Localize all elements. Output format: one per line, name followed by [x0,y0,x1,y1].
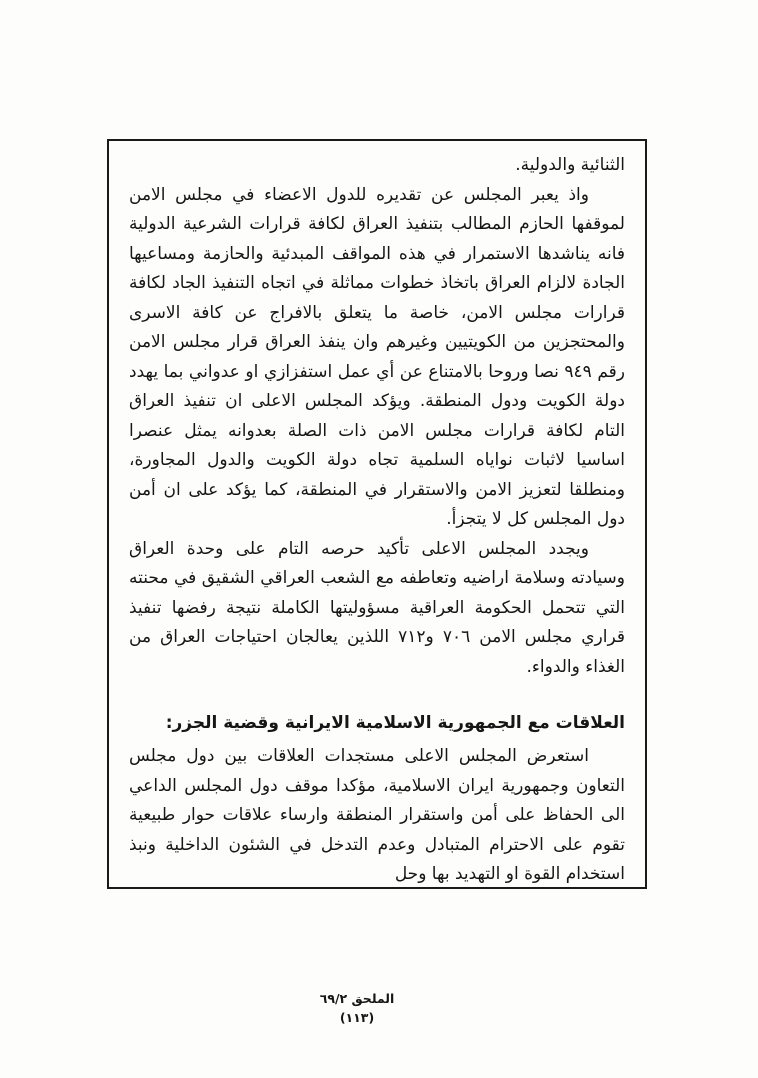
paragraph-security-council: واذ يعبر المجلس عن تقديره للدول الاعضاء في مجلس الامن لموقفها الحازم المطالب بتنفيذ العراق لكافة قرارات الشرعية الدولية فانه يناشدها الاستمرار في هذه المواقف المبدئية والحازمة ومساعيها الجادة لالزام العراق باتخاذ خطوات مماثلة في اتجاه التنفيذ الجاد لكافة قرارات مجلس الامن، خاصة ما يتعلق بالافراج عن كافة الاسرى والمحتجزين من الكويتيين وغيرهم وان ينفذ العراق قرار مجلس الامن رقم ٩٤٩ نصا وروحا بالامتناع عن أي عمل استفزازي او عدواني بما يهدد دولة الكويت ودول المنطقة. ويؤكد المجلس الاعلى ان تنفيذ العراق التام لكافة قرارات مجلس الامن ذات الصلة بعدوانه يمثل عنصرا اساسيا لاثبات نواياه السلمية تجاه دولة الكويت والدول المجاورة، ومنطلقا لتعزيز الامن والاستقرار في المنطقة، كما يؤكد على ان أمن دول المجلس كل لا يتجزأ. [129,184,625,529]
paragraph-iran-relations: استعرض المجلس الاعلى مستجدات العلاقات بين دول مجلس التعاون وجمهورية ايران الاسلامية، مؤكدا موقف دول المجلس الداعي الى الحفاظ على أمن واستقرار المنطقة وارساء علاقات حوار طبيعية تقوم على الاحترام المتبادل وعدم التدخل في الشئون الداخلية ونبذ استخدام القوة او التهديد بها وحل [129,746,625,884]
page-footer [0,990,714,1026]
paragraph-iraq-unity: ويجدد المجلس الاعلى تأكيد حرصه التام على وحدة العراق وسيادته وسلامة اراضيه وتعاطفه مع الشعب العراقي الشقيق في محنته التي تتحمل الحكومة العراقية مسؤوليتها الكاملة نتيجة رفضها تنفيذ قراري مجلس الامن ٧٠٦ و٧١٢ اللذين يعالجان احتياجات العراق من الغذاء والدواء. [129,538,625,677]
continuation-line: الثنائية والدولية. [515,155,625,175]
section-heading-iran-relations: العلاقات مع الجمهورية الاسلامية الايرانية وقضية الجزر: [165,713,625,733]
annex-label: الملحق ٦٩/٢ [319,991,395,1006]
page-number: (١١٣) [339,1010,375,1025]
page-border-frame [107,139,647,889]
